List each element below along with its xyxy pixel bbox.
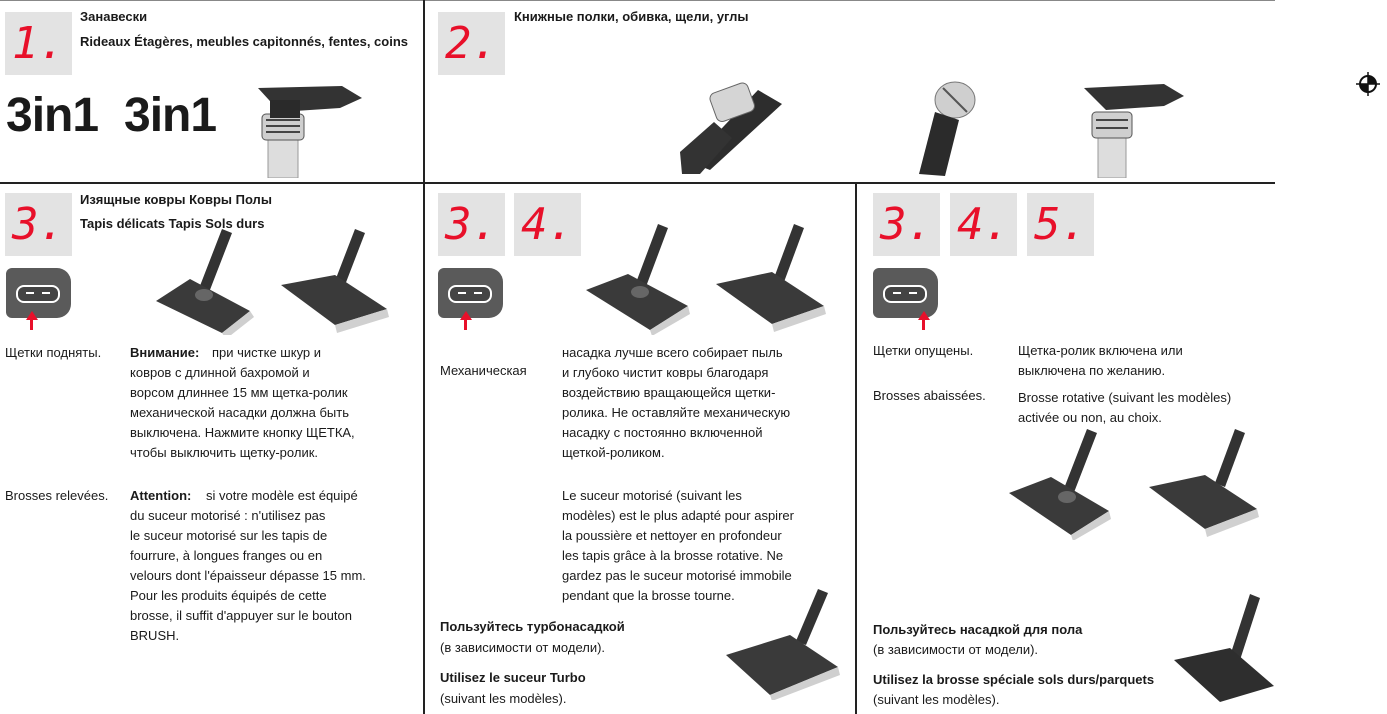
turbo-ru: Пользуйтесь турбонасадкой xyxy=(440,619,625,634)
combination-nozzle-image xyxy=(250,78,390,178)
power-nozzle-image-5 xyxy=(1005,425,1115,540)
step-number-3b: 3. xyxy=(438,193,505,256)
divider-right xyxy=(855,182,857,714)
mechanical-label-ru: Механическая xyxy=(440,363,527,378)
hard-floor-brush-image xyxy=(1170,590,1280,705)
brushes-up-ru: Щетки подняты. xyxy=(5,345,102,360)
power-nozzle-image-4 xyxy=(710,220,830,335)
section1-title-fr: Rideaux Étagères, meubles capitonnés, fentes, coins xyxy=(80,34,408,49)
turbo-fr-note: (suivant les modèles). xyxy=(440,691,567,706)
step-number-1: 1. xyxy=(5,12,72,75)
mechanical-text-fr: Le suceur motorisé (suivant les modèles) est le plus adapté pour aspirer la poussière et nettoyer en profondeur les tapis grâce à la brosse rotative. Ne gardez pas le suceur motorisé immobile pendant que la brosse tourne. xyxy=(562,488,794,603)
roller-fr: Brosse rotative (suivant les modèles) activée ou non, au choix. xyxy=(1018,390,1232,425)
registration-mark-icon xyxy=(1356,72,1380,96)
dusting-brush-image xyxy=(905,78,985,178)
step-number-5c: 5. xyxy=(1027,193,1094,256)
mechanical-text-ru: насадка лучше всего собирает пыль и глубоко чистит ковры благодаря воздействию вращающейся щетки- ролика. Не оставляйте механическую насадку с постоянно включенной щеткой-роликом. xyxy=(562,345,791,460)
divider-left xyxy=(423,0,425,714)
floor-ru-note: (в зависимости от модели). xyxy=(873,642,1039,657)
brush-button-panel-icon xyxy=(6,268,71,318)
combination-nozzle-image-2 xyxy=(1078,78,1198,178)
attention-ru-text: при чистке шкур и ковров с длинной бахромой и ворсом длиннее 15 мм щетка-ролик механической насадки должна быть выключена. Нажмите кнопку ЩЕТКА, чтобы выключить щетку-ролик. xyxy=(130,345,355,460)
power-nozzle-image-6 xyxy=(1145,425,1265,540)
attention-fr-text: si votre modèle est équipé du suceur motorisé : n'utilisez pas le suceur motorisé sur les tapis de fourrure, à longues franges ou en velours dont l'épaisseur dépasse 15 mm. Pour les produits équipés de cette brosse, il suffit d'appuyer sur le bouton BRUSH. xyxy=(130,488,366,643)
step-number-3: 3. xyxy=(5,193,72,256)
step-number-4c: 4. xyxy=(950,193,1017,256)
roller-ru: Щетка-ролик включена или выключена по желанию. xyxy=(1018,343,1183,378)
brushes-down-fr: Brosses abaissées. xyxy=(873,388,986,403)
floor-ru: Пользуйтесь насадкой для пола xyxy=(873,622,1083,637)
section3-title-fr: Tapis délicats Tapis Sols durs xyxy=(80,216,265,231)
step-number-4b: 4. xyxy=(514,193,581,256)
turbo-fr: Utilisez le suceur Turbo xyxy=(440,670,586,685)
floor-fr-note: (suivant les modèles). xyxy=(873,692,1000,707)
brushes-up-fr: Brosses relevées. xyxy=(5,488,109,503)
section3-title-ru: Изящные ковры Ковры Полы xyxy=(80,192,272,207)
step-number-3c: 3. xyxy=(873,193,940,256)
step-number-2: 2. xyxy=(438,12,505,75)
power-nozzle-lowered-image xyxy=(275,225,395,335)
middle-rule xyxy=(0,182,1275,184)
attention-fr-label: Attention: xyxy=(130,488,192,503)
section2-title-ru: Книжные полки, обивка, щели, углы xyxy=(514,9,749,24)
power-nozzle-raised-image xyxy=(150,225,260,335)
turbo-ru-note: (в зависимости от модели). xyxy=(440,640,606,655)
top-rule xyxy=(0,0,1275,1)
power-nozzle-image-3 xyxy=(580,220,695,335)
section1-title-ru: Занавески xyxy=(80,9,148,24)
crevice-nozzle-image xyxy=(670,82,790,177)
brushes-down-ru: Щетки опущены. xyxy=(873,343,974,358)
floor-fr: Utilisez la brosse spéciale sols durs/parquets xyxy=(873,672,1155,687)
attention-ru-label: Внимание: xyxy=(130,345,200,360)
turbo-nozzle-image xyxy=(720,585,845,700)
badge-3in1-b: 3in1 xyxy=(124,89,217,142)
badge-3in1-a: 3in1 xyxy=(6,89,99,142)
